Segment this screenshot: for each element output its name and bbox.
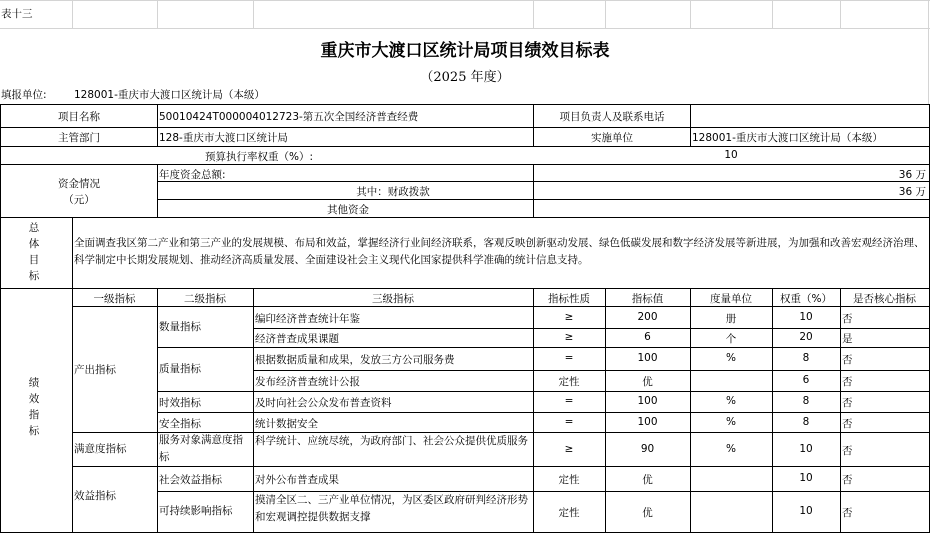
header-level2: 二级指标	[184, 293, 226, 305]
row-nature: 定性	[558, 376, 580, 388]
header-level1: 一级指标	[93, 293, 136, 305]
overall-goal-text: 全面调查我区第二产业和第三产业的发展规模、布局和效益，掌握经济行业间经济联系，客观反映创新驱动发展、绿色低碳发展和数字经济发展等新进展，为加强和改善宏观经济治理、科学制定中长期发展规划、推动经济高质量发展、全面建设社会主义现代化国家提供科学准确的统计信息支持。	[74, 237, 925, 266]
sheet-label: 表十三	[1, 8, 33, 20]
funds-label: 资金情况	[58, 178, 100, 190]
row-core: 否	[842, 474, 853, 486]
funds-total-value: 36 万	[898, 169, 926, 181]
row-nature: =	[564, 352, 574, 364]
row-weight: 10	[799, 472, 813, 484]
row-weight: 10	[799, 505, 813, 517]
row-level3: 统计数据安全	[255, 418, 318, 430]
row-level3: 经济普查成果课题	[255, 333, 339, 345]
row-core: 否	[842, 507, 853, 519]
row-weight: 20	[799, 331, 813, 343]
header-level3: 三级指标	[372, 293, 414, 305]
level1-output: 产出指标	[74, 364, 116, 376]
dept-value: 128-重庆市大渡口区统计局	[159, 132, 288, 144]
level2-safety: 安全指标	[159, 418, 201, 430]
level2-quality: 质量指标	[159, 363, 201, 375]
row-weight: 8	[802, 395, 810, 407]
level2-timeliness: 时效指标	[159, 397, 201, 409]
row-level3: 摸清全区二、三产业单位情况，为区委区政府研判经济形势和宏观调控提供数据支撑	[255, 494, 528, 523]
year-label: （2025 年度）	[420, 70, 510, 85]
row-core: 否	[842, 376, 853, 388]
row-weight: 10	[799, 311, 813, 323]
row-nature: =	[564, 416, 574, 428]
row-value: 100	[637, 352, 658, 364]
row-unit: %	[726, 395, 736, 407]
reporting-unit-label: 填报单位:	[1, 89, 47, 101]
row-nature: 定性	[558, 474, 580, 486]
project-name-label: 项目名称	[58, 111, 100, 123]
funds-total-label: 年度资金总额:	[159, 169, 226, 181]
page-title: 重庆市大渡口区统计局项目绩效目标表	[320, 41, 610, 61]
row-unit: %	[726, 416, 736, 428]
header-nature: 指标性质	[548, 293, 590, 305]
row-value: 优	[642, 474, 653, 486]
level1-satisfaction: 满意度指标	[74, 443, 127, 455]
level2-quantity: 数量指标	[159, 321, 201, 333]
row-level3: 编印经济普查统计年鉴	[255, 313, 360, 325]
row-value: 200	[637, 311, 658, 323]
row-unit: %	[726, 352, 736, 364]
row-core: 否	[842, 418, 853, 430]
row-nature: =	[564, 395, 574, 407]
header-core: 是否核心指标	[853, 293, 916, 305]
header-weight: 权重（%）	[780, 293, 832, 305]
row-value: 优	[642, 376, 653, 388]
project-name-value: 50010424T000004012723-第五次全国经济普查经费	[159, 111, 419, 123]
funds-fiscal-label: 其中：财政拨款	[356, 186, 430, 198]
row-level3: 根据数据质量和成果，发放三方公司服务费	[255, 354, 455, 366]
level2-sustainability: 可持续影响指标	[159, 505, 233, 517]
row-level3: 发布经济普查统计公报	[255, 376, 360, 388]
header-unit: 度量单位	[710, 293, 752, 305]
row-value: 100	[637, 416, 658, 428]
row-nature: ≥	[564, 331, 574, 343]
row-unit: %	[726, 443, 736, 455]
row-core: 否	[842, 445, 853, 457]
row-weight: 6	[802, 374, 810, 386]
budget-weight-label: 预算执行率权重（%）:	[204, 151, 313, 163]
row-nature: 定性	[558, 507, 580, 519]
level2-social-benefit: 社会效益指标	[159, 474, 222, 486]
row-nature: ≥	[564, 443, 574, 455]
row-level3: 科学统计、应统尽统，为政府部门、社会公众提供优质服务	[255, 435, 528, 447]
row-value: 优	[642, 507, 653, 519]
funds-fiscal-value: 36 万	[898, 186, 926, 198]
funds-unit: （元）	[63, 194, 95, 206]
reporting-unit-value: 128001-重庆市大渡口区统计局（本级）	[74, 89, 265, 101]
row-level3: 及时向社会公众发布普查资料	[255, 397, 392, 409]
overall-goal-label: 总体目标	[28, 222, 40, 282]
project-contact-label: 项目负责人及联系电话	[559, 111, 665, 123]
row-value: 90	[640, 443, 655, 455]
row-weight: 8	[802, 352, 810, 364]
row-weight: 8	[802, 416, 810, 428]
impl-unit-label: 实施单位	[591, 132, 633, 144]
budget-weight-value: 10	[724, 149, 738, 161]
impl-unit-value: 128001-重庆市大渡口区统计局（本级）	[692, 132, 883, 144]
row-value: 100	[637, 395, 658, 407]
row-weight: 10	[799, 443, 813, 455]
row-unit: 册	[725, 313, 737, 325]
row-level3: 对外公布普查成果	[255, 474, 339, 486]
row-core: 否	[842, 397, 853, 409]
level2-service-satisfaction: 服务对象满意度指标	[159, 434, 243, 463]
level1-benefit: 效益指标	[74, 490, 116, 502]
perf-label: 绩效指标	[28, 377, 40, 437]
row-unit: 个	[725, 333, 737, 345]
row-core: 否	[842, 354, 853, 366]
row-core: 否	[842, 313, 853, 325]
funds-other-label: 其他资金	[327, 204, 369, 216]
row-core: 是	[842, 333, 853, 345]
dept-label: 主管部门	[58, 132, 100, 144]
row-nature: ≥	[564, 311, 574, 323]
row-value: 6	[644, 331, 651, 343]
header-value: 指标值	[631, 293, 664, 305]
